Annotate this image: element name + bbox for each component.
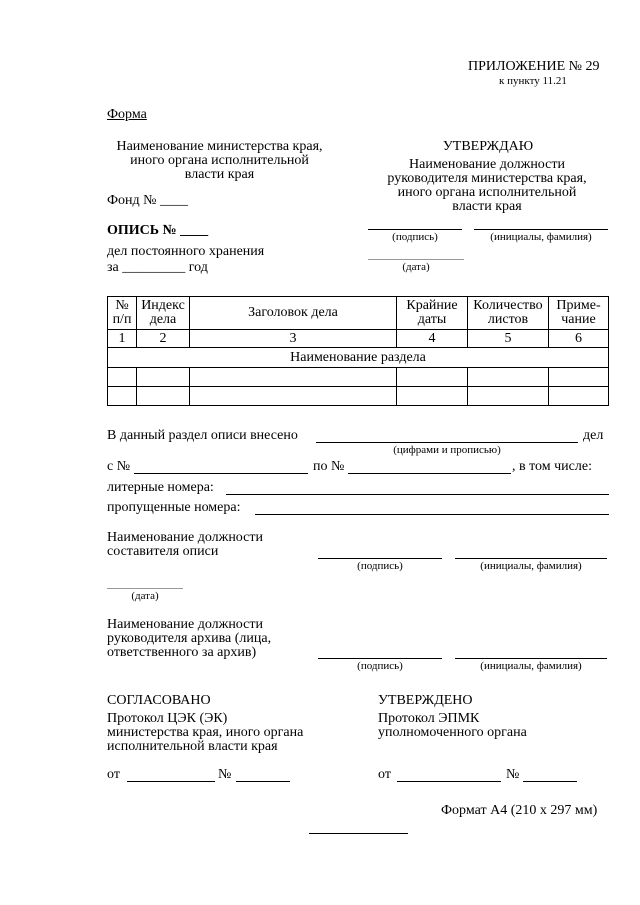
ministry-name-block <box>107 140 332 182</box>
agreed-number-line[interactable] <box>236 781 290 782</box>
entry-line1-suffix: дел <box>583 428 604 443</box>
header-cell: Заголовок дела <box>190 297 397 330</box>
approve-date-caption: (дата) <box>402 261 430 273</box>
header-cell: Индекс дела <box>137 297 190 330</box>
approve-name-caption: (инициалы, фамилия) <box>490 231 592 243</box>
approve-sign-caption: (подпись) <box>392 231 438 243</box>
section-name-cell: Наименование раздела <box>108 348 609 368</box>
approved-date-line[interactable] <box>397 781 501 782</box>
archive-head-position-block <box>107 618 271 660</box>
table-cell[interactable] <box>137 368 190 387</box>
table-cell[interactable] <box>468 387 549 406</box>
approved-from-label: от <box>378 767 391 782</box>
approved-number-line[interactable] <box>523 781 577 782</box>
table-cell[interactable] <box>108 387 137 406</box>
entry-from-line[interactable] <box>134 473 308 474</box>
table-number-row <box>108 330 609 348</box>
approve-date-line[interactable] <box>368 259 464 260</box>
entry-count-line[interactable] <box>316 442 578 443</box>
archive-sign-caption: (подпись) <box>357 660 403 672</box>
compiler-name-line[interactable] <box>455 558 607 559</box>
appendix-number: ПРИЛОЖЕНИЕ № 29 <box>468 59 600 74</box>
approved-number-label: № <box>506 767 520 782</box>
inventory-table <box>107 296 609 406</box>
approved-protocol-block <box>378 712 527 740</box>
agreed-number-label: № <box>218 767 232 782</box>
ministry-name-line: власти края <box>184 167 255 182</box>
approve-position-line: иного органа исполнительной <box>397 185 577 200</box>
ministry-name-line: Наименование министерства края, <box>116 139 323 154</box>
entry-count-caption: (цифрами и прописью) <box>393 444 501 456</box>
table-header-row <box>108 297 609 330</box>
compiler-position-line: Наименование должности <box>107 530 263 545</box>
table-cell[interactable] <box>108 368 137 387</box>
agreed-protocol-block <box>107 712 303 754</box>
letter-numbers-label: литерные номера: <box>107 480 214 495</box>
skipped-numbers-line[interactable] <box>255 514 609 515</box>
number-cell: 4 <box>397 330 468 348</box>
table-cell[interactable] <box>397 387 468 406</box>
approve-title: УТВЕРЖДАЮ <box>442 139 534 154</box>
opis-year-blank[interactable]: _________ <box>122 260 186 275</box>
appendix-clause: к пункту 11.21 <box>499 75 567 87</box>
agreed-title: СОГЛАСОВАНО <box>107 693 211 708</box>
approved-title: УТВЕРЖДЕНО <box>378 693 473 708</box>
opis-storage-line: дел постоянного хранения <box>107 244 265 259</box>
archive-sign-line[interactable] <box>318 658 442 659</box>
header-cell: Крайние даты <box>397 297 468 330</box>
number-cell: 6 <box>549 330 609 348</box>
table-section-row <box>108 348 609 368</box>
entry-line1-prefix: В данный раздел описи внесено <box>107 428 298 443</box>
compiler-date-caption: (дата) <box>131 590 159 602</box>
number-cell: 3 <box>190 330 397 348</box>
table-row <box>108 387 609 406</box>
archive-name-caption: (инициалы, фамилия) <box>480 660 582 672</box>
approve-position-block <box>362 158 612 214</box>
compiler-position-line: составителя описи <box>107 544 219 559</box>
compiler-position-block <box>107 531 263 559</box>
opis-title: ОПИСЬ № ____ <box>107 223 209 238</box>
form-label: Форма <box>107 107 147 122</box>
number-cell: 1 <box>108 330 137 348</box>
agreed-protocol-line: исполнительной власти края <box>107 739 278 754</box>
archive-head-line: руководителя архива (лица, <box>107 631 272 646</box>
table-cell[interactable] <box>190 387 397 406</box>
compiler-date-line[interactable] <box>107 588 183 589</box>
archive-name-line[interactable] <box>455 658 607 659</box>
approve-position-line: власти края <box>452 199 522 214</box>
approved-protocol-line: Протокол ЭПМК <box>378 711 480 726</box>
letter-numbers-line[interactable] <box>226 494 609 495</box>
ministry-name-line: иного органа исполнительной <box>130 153 309 168</box>
table-cell[interactable] <box>549 387 609 406</box>
approve-position-line: руководителя министерства края, <box>387 171 587 186</box>
approve-name-line[interactable] <box>474 229 608 230</box>
agreed-date-line[interactable] <box>127 781 215 782</box>
number-cell: 5 <box>468 330 549 348</box>
table-row <box>108 368 609 387</box>
table-cell[interactable] <box>468 368 549 387</box>
agreed-protocol-line: министерства края, иного органа <box>107 725 304 740</box>
table-cell[interactable] <box>137 387 190 406</box>
opis-year-line <box>107 260 208 276</box>
approved-protocol-line: уполномоченного органа <box>378 725 527 740</box>
skipped-numbers-label: пропущенные номера: <box>107 500 241 515</box>
table-cell[interactable] <box>549 368 609 387</box>
header-cell: Приме- чание <box>549 297 609 330</box>
approve-position-line: Наименование должности <box>409 157 565 172</box>
entry-to-line[interactable] <box>348 473 511 474</box>
entry-including: , в том числе: <box>512 459 592 474</box>
header-cell: № п/п <box>108 297 137 330</box>
end-separator-line <box>309 833 408 834</box>
entry-to-label: по № <box>313 459 345 474</box>
format-note: Формат А4 (210 х 297 мм) <box>441 803 598 818</box>
fond-number: Фонд № ____ <box>107 193 189 208</box>
compiler-sign-line[interactable] <box>318 558 442 559</box>
agreed-from-label: от <box>107 767 120 782</box>
opis-year-prefix: за <box>107 260 119 275</box>
archive-head-line: ответственного за архив) <box>107 645 257 660</box>
compiler-name-caption: (инициалы, фамилия) <box>480 560 582 572</box>
approve-sign-line[interactable] <box>368 229 462 230</box>
entry-from-label: с № <box>107 459 131 474</box>
header-cell: Количество листов <box>468 297 549 330</box>
table-cell[interactable] <box>190 368 397 387</box>
number-cell: 2 <box>137 330 190 348</box>
agreed-protocol-line: Протокол ЦЭК (ЭК) <box>107 711 228 726</box>
table-cell[interactable] <box>397 368 468 387</box>
opis-year-suffix: год <box>188 260 208 275</box>
compiler-sign-caption: (подпись) <box>357 560 403 572</box>
archive-head-line: Наименование должности <box>107 617 263 632</box>
